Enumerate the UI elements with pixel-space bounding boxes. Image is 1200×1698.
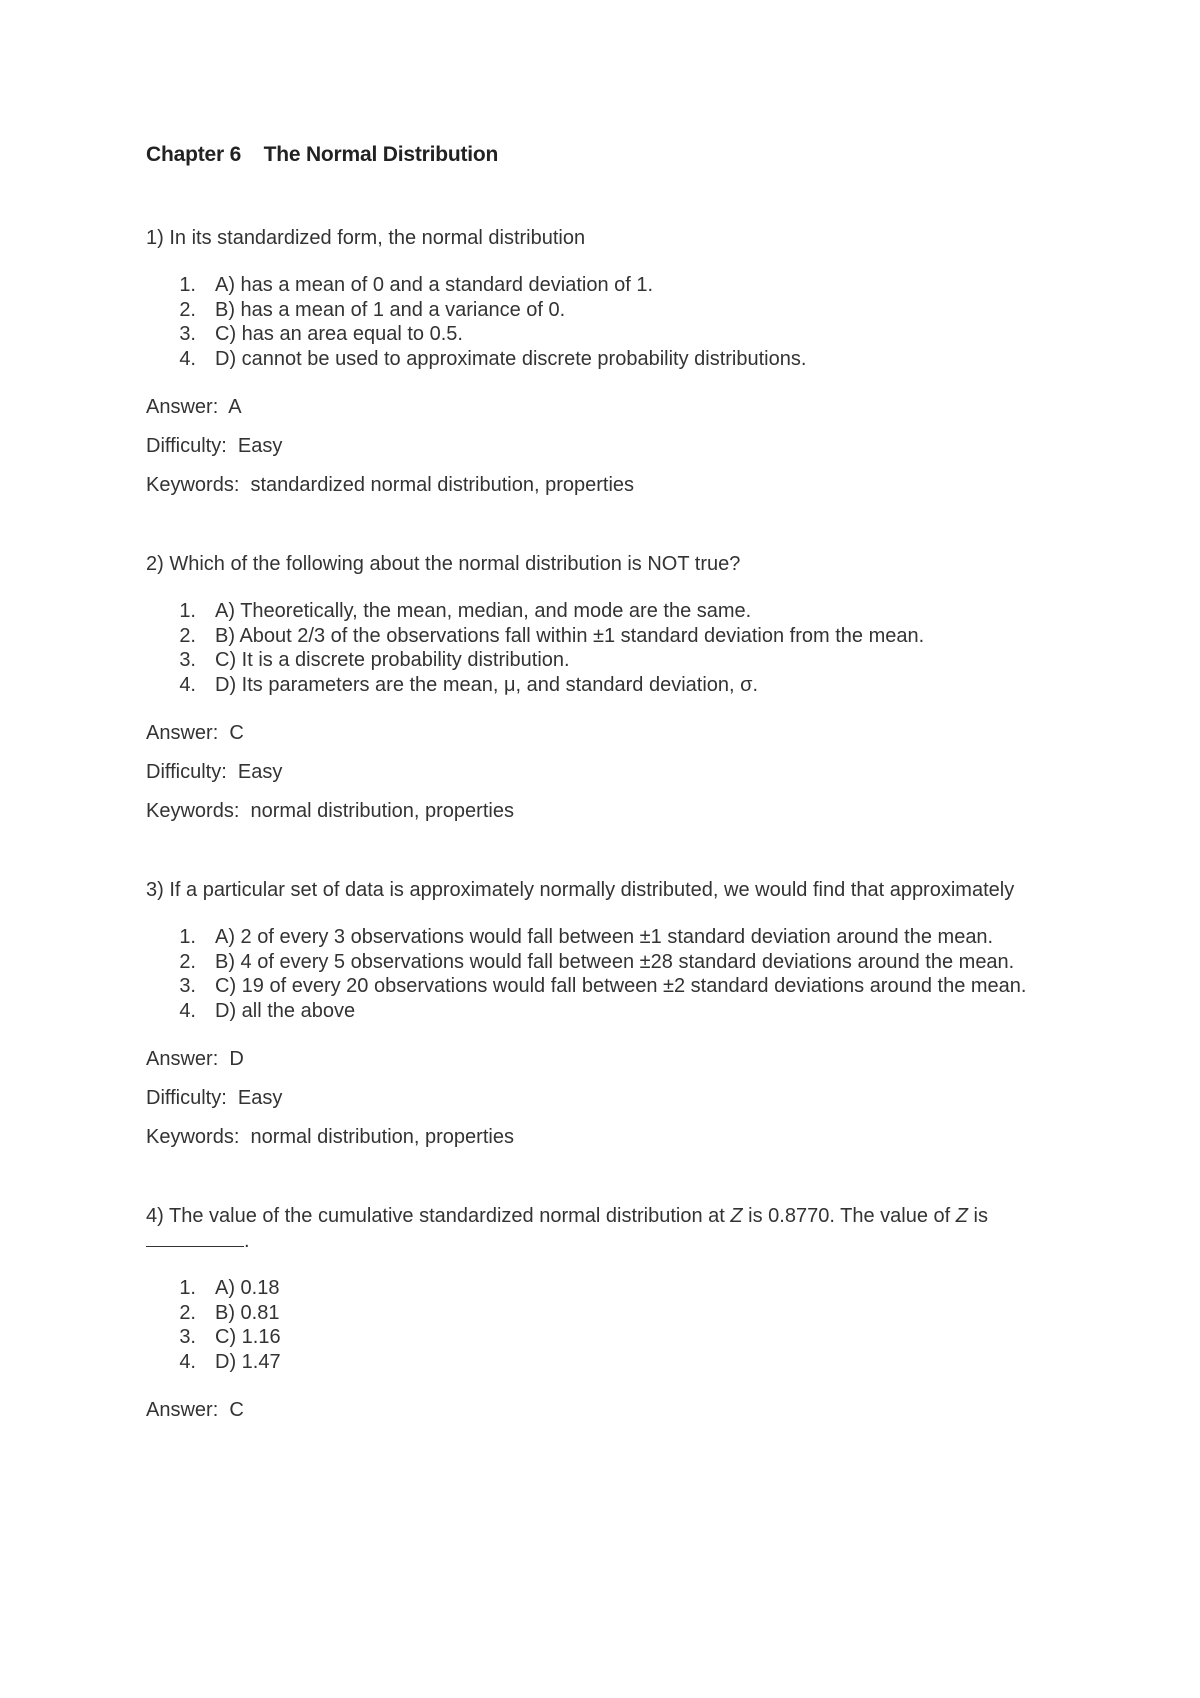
keywords-line: Keywords: normal distribution, properties [146, 1126, 514, 1148]
question-text: 3) If a particular set of data is approximately normally distributed, we would find that approximately [146, 879, 1015, 901]
options-list [146, 925, 1066, 1023]
option-number: 3. [179, 975, 196, 997]
question-text-part: is 0.8770. The value of [742, 1205, 956, 1227]
option-item [146, 624, 1066, 649]
option-number: 2. [179, 298, 196, 321]
question-text [146, 1204, 1066, 1254]
question-text: 1) In its standardized form, the normal distribution [146, 227, 586, 249]
keywords-line: Keywords: standardized normal distribution, properties [146, 474, 635, 496]
question-2 [146, 552, 1066, 823]
option-text: D) all the above [215, 999, 356, 1022]
option-item [146, 648, 1066, 673]
answer-line: Answer: C [146, 722, 244, 744]
question-text-part: is [967, 1205, 988, 1227]
option-text: A) Theoretically, the mean, median, and mode are the same. [215, 600, 752, 622]
option-item [146, 1276, 1066, 1301]
option-text: C) has an area equal to 0.5. [215, 323, 463, 345]
option-text: D) Its parameters are the mean, μ, and standard deviation, σ. [215, 673, 759, 696]
question-text: 2) Which of the following about the normal distribution is NOT true? [146, 553, 741, 575]
option-item [146, 974, 1066, 999]
answer-line: Answer: C [146, 1399, 244, 1421]
options-list [146, 1276, 1066, 1374]
option-item [146, 925, 1066, 950]
option-number: 3. [179, 323, 196, 345]
option-text: A) 2 of every 3 observations would fall between ±1 standard deviation around the mean. [215, 926, 994, 948]
question-4 [146, 1204, 1066, 1422]
option-number: 1. [179, 274, 196, 296]
option-item [146, 347, 1066, 372]
option-text: C) It is a discrete probability distribution. [215, 649, 570, 671]
question-text-part: 4) The value of the cumulative standardized normal distribution at [146, 1205, 731, 1227]
option-number: 2. [179, 1301, 196, 1324]
question-text-part: . [244, 1230, 250, 1252]
difficulty-line: Difficulty: Easy [146, 761, 283, 783]
option-number: 3. [179, 1326, 196, 1348]
option-item [146, 1301, 1066, 1326]
document-page [146, 143, 1066, 1477]
option-number: 2. [179, 624, 196, 647]
option-item [146, 599, 1066, 624]
option-text: D) cannot be used to approximate discrete probability distributions. [215, 347, 807, 370]
answer-line: Answer: A [146, 396, 242, 418]
difficulty-line: Difficulty: Easy [146, 1087, 283, 1109]
question-3 [146, 878, 1066, 1149]
question-1 [146, 226, 1066, 497]
option-item [146, 322, 1066, 347]
option-number: 4. [179, 1350, 196, 1373]
option-number: 1. [179, 1277, 196, 1299]
keywords-line: Keywords: normal distribution, properties [146, 800, 514, 822]
chapter-title: Chapter 6 The Normal Distribution [146, 143, 499, 166]
option-text: D) 1.47 [215, 1350, 281, 1373]
option-text: C) 19 of every 20 observations would fall between ±2 standard deviations around the mean. [215, 975, 1027, 997]
z-variable: Z [955, 1205, 968, 1227]
option-item [146, 1350, 1066, 1375]
option-number: 2. [179, 950, 196, 973]
options-list [146, 599, 1066, 697]
option-number: 4. [179, 673, 196, 696]
option-text: B) 0.81 [215, 1301, 280, 1324]
options-list [146, 273, 1066, 371]
option-item [146, 1325, 1066, 1350]
option-text: B) About 2/3 of the observations fall within ±1 standard deviation from the mean. [215, 624, 925, 647]
option-number: 3. [179, 649, 196, 671]
option-number: 4. [179, 347, 196, 370]
option-item [146, 673, 1066, 698]
option-item [146, 273, 1066, 298]
option-text: A) 0.18 [215, 1277, 280, 1299]
option-text: B) 4 of every 5 observations would fall between ±28 standard deviations around the mean. [215, 950, 1015, 973]
z-variable: Z [730, 1205, 743, 1227]
option-item [146, 950, 1066, 975]
option-number: 1. [179, 600, 196, 622]
answer-line: Answer: D [146, 1048, 244, 1070]
option-item [146, 298, 1066, 323]
option-text: A) has a mean of 0 and a standard deviation of 1. [215, 274, 654, 296]
option-item [146, 999, 1066, 1024]
option-text: C) 1.16 [215, 1326, 281, 1348]
difficulty-line: Difficulty: Easy [146, 435, 283, 457]
option-number: 1. [179, 926, 196, 948]
option-text: B) has a mean of 1 and a variance of 0. [215, 298, 566, 321]
option-number: 4. [179, 999, 196, 1022]
answer-blank [146, 1232, 244, 1247]
